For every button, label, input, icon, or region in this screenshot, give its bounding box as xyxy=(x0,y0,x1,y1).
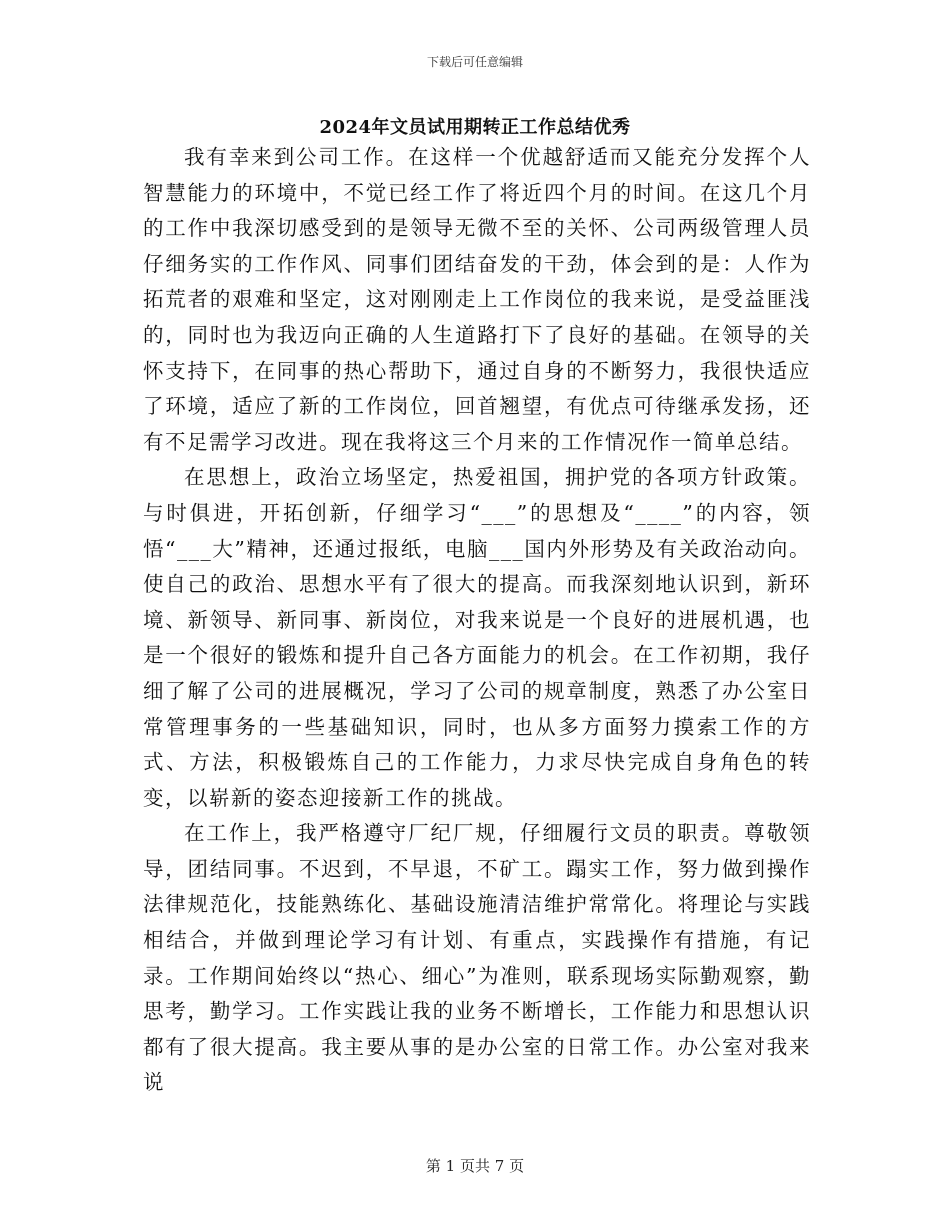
page-footer: 第 1 页共 7 页 xyxy=(425,1157,525,1175)
paragraph: 在思想上，政治立场坚定，热爱祖国，拥护党的各项方针政策。与时俱进，开拓创新，仔细学习“___”的思想及“____”的内容，领悟“___大”精神，还通过报纸，电脑___国内外形势及有关政治动向。使自己的政治、思想水平有了很大的提高。而我深刻地认识到，新环境、新领导、新同事、新岗位，对我来说是一个良好的进展机遇，也是一个很好的锻炼和提升自己各方面能力的机会。在工作初期，我仔细了解了公司的进展概况，学习了公司的规章制度，熟悉了办公室日常管理事务的一些基础知识，同时，也从多方面努力摸索工作的方式、方法，积极锻炼自己的工作能力，力求尽快完成自身角色的转变，以崭新的姿态迎接新工作的挑战。 xyxy=(143,465,811,810)
page-header: 下载后可任意编辑 xyxy=(426,55,523,69)
paragraph: 我有幸来到公司工作。在这样一个优越舒适而又能充分发挥个人智慧能力的环境中，不觉已经工作了将近四个月的时间。在这几个月的工作中我深切感受到的是领导无微不至的关怀、公司两级管理人员仔细务实的工作作风、同事们团结奋发的干劲，体会到的是：人作为拓荒者的艰难和坚定，这对刚刚走上工作岗位的我来说，是受益匪浅的，同时也为我迈向正确的人生道路打下了良好的基础。在领导的关怀支持下，在同事的热心帮助下，通过自身的不断努力，我很快适应了环境，适应了新的工作岗位，回首翘望，有优点可待继承发扬，还有不足需学习改进。现在我将这三个月来的工作情况作一简单总结。 xyxy=(143,145,811,454)
paragraph: 在工作上，我严格遵守厂纪厂规，仔细履行文员的职责。尊敬领导，团结同事。不迟到，不早退，不矿工。蹋实工作，努力做到操作法律规范化，技能熟练化、基础设施清洁维护常常化。将理论与实践相结合，并做到理论学习有计划、有重点，实践操作有措施，有记录。工作期间始终以“热心、细心”为准则，联系现场实际勤观察，勤思考，勤学习。工作实践让我的业务不断增长，工作能力和思想认识都有了很大提高。我主要从事的是办公室的日常工作。办公室对我来说 xyxy=(143,821,811,1095)
document-title: 2024年文员试用期转正工作总结优秀 xyxy=(319,117,631,138)
document-body xyxy=(143,140,811,1101)
